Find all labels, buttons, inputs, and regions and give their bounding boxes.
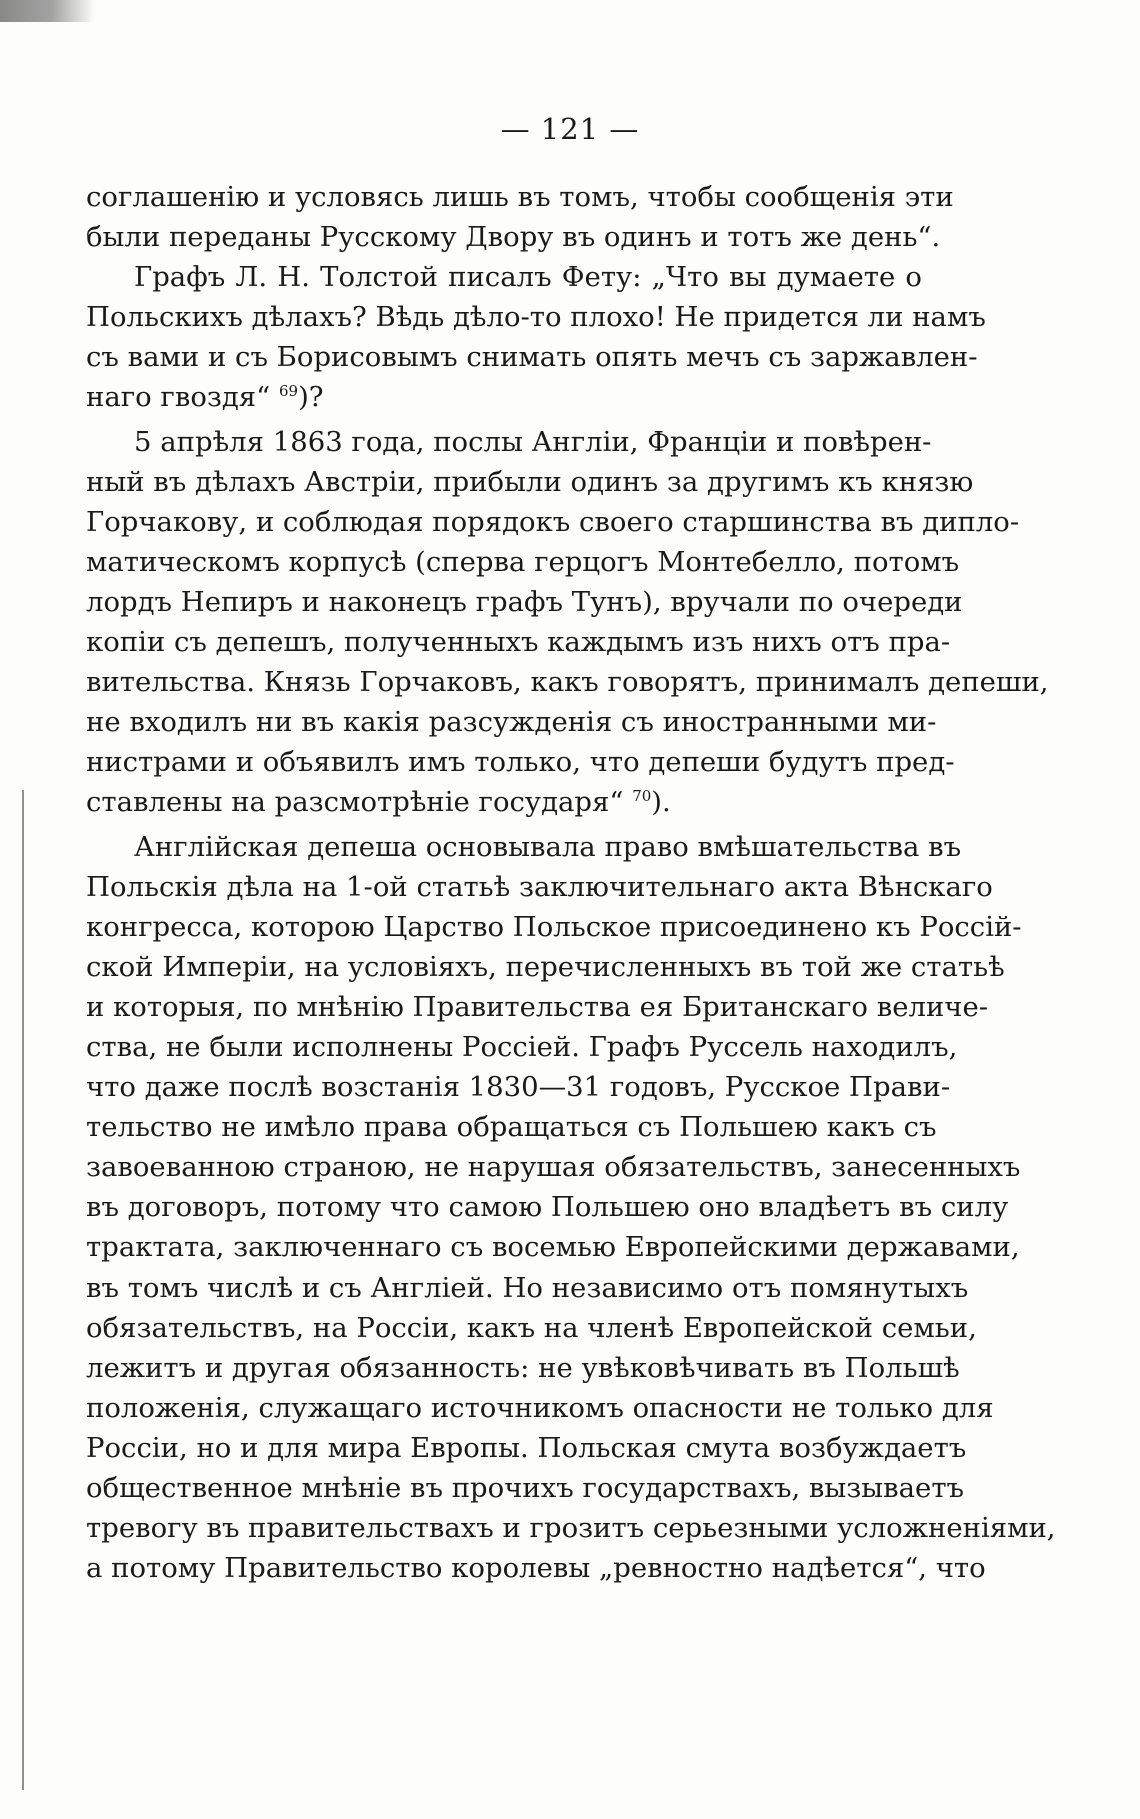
- text-line: Графъ Л. Н. Толстой писалъ Фету: „Что вы думаете о: [134, 261, 922, 294]
- text-line: и которыя, по мнѣнію Правительства ея Британскаго величе-: [86, 990, 989, 1023]
- body-text: [86, 177, 1056, 1588]
- text-line: не входилъ ни въ какія разсужденія съ иностранными ми-: [86, 706, 937, 739]
- text-line: что даже послѣ возстанія 1830—31 годовъ, Русское Прави-: [86, 1071, 951, 1104]
- text-line: копіи съ депешъ, полученныхъ каждымъ изъ нихъ отъ пра-: [86, 626, 951, 659]
- page-number: — 121 —: [500, 112, 640, 146]
- text-line: ской Имперіи, на условіяхъ, перечисленныхъ въ той же статьѣ: [86, 950, 1005, 983]
- text-line: лордъ Непиръ и наконецъ графъ Тунъ), вручали по очереди: [86, 585, 963, 618]
- text-line: съ вами и съ Борисовымъ снимать опять мечъ съ заржавлен-: [86, 341, 978, 374]
- scan-artifact: [0, 0, 95, 22]
- text-line: Россіи, но и для мира Европы. Польская смута возбуждаетъ: [86, 1431, 967, 1464]
- footnote-ref: 70: [632, 787, 652, 806]
- text-line: [86, 782, 922, 822]
- text-line: тельство не имѣло права обращаться съ Польшею какъ съ: [86, 1111, 937, 1144]
- text-line: въ томъ числѣ и съ Англіей. Но независимо отъ помянутыхъ: [86, 1271, 969, 1304]
- text-line: конгресса, которою Царство Польское присоединено къ Россій-: [86, 910, 1022, 943]
- page-edge-line: [22, 790, 24, 1790]
- text-line: ный въ дѣлахъ Австріи, прибыли одинъ за другимъ къ князю: [86, 465, 974, 498]
- text-line: 5 апрѣля 1863 года, послы Англіи, Франціи и повѣрен-: [134, 425, 932, 458]
- text-run: наго гвоздя“: [86, 381, 279, 414]
- text-run: ).: [651, 786, 671, 819]
- text-line: матическомъ корпусѣ (сперва герцогъ Монтебелло, потомъ: [86, 545, 960, 578]
- text-line: ства, не были исполнены Россіей. Графъ Руссель находилъ,: [86, 1030, 958, 1063]
- text-run: ставлены на разсмотрѣніе государя“: [86, 786, 633, 819]
- text-line: обязательствъ, на Россіи, какъ на членѣ Европейской семьи,: [86, 1311, 977, 1344]
- text-run: )?: [298, 381, 324, 414]
- text-line: общественное мнѣніе въ прочихъ государствахъ, вызываетъ: [86, 1472, 965, 1504]
- footnote-ref: 69: [278, 382, 299, 401]
- text-line: Горчакову, и соблюдая порядокъ своего старшинства въ дипло-: [86, 505, 1020, 538]
- text-line: лежитъ и другая обязанность: не увѣковѣчивать въ Польшѣ: [86, 1351, 960, 1384]
- text-line: трактата, заключеннаго съ восемью Европейскими державами,: [86, 1231, 1020, 1264]
- text-line: вительства. Князь Горчаковъ, какъ говорятъ, принималъ депеши,: [86, 666, 1049, 699]
- text-line: завоеванною страною, не нарушая обязательствъ, занесенныхъ: [86, 1151, 1021, 1184]
- text-line: положенія, служащаго источникомъ опасности не только для: [86, 1391, 994, 1424]
- text-line: Польскихъ дѣлахъ? Вѣдь дѣло-то плохо! Не придется ли намъ: [86, 301, 986, 334]
- text-line: соглашенію и условясь лишь въ томъ, чтобы сообщенія эти: [86, 181, 954, 213]
- text-line: были переданы Русскому Двору въ одинъ и тотъ же день“.: [86, 221, 941, 254]
- text-line: Польскія дѣла на 1-ой статьѣ заключительнаго акта Вѣнскаго: [86, 870, 993, 903]
- text-line: тревогу въ правительствахъ и грозитъ серьезными усложненіями,: [86, 1512, 1056, 1545]
- text-line: [86, 377, 922, 417]
- text-line: а потому Правительство королевы „ревностно надѣется“, что: [86, 1552, 986, 1585]
- text-line: нистрами и объявилъ имъ только, что депеши будутъ пред-: [86, 746, 955, 779]
- text-line: въ договоръ, потому что самою Польшею оно владѣетъ въ силу: [86, 1191, 1009, 1224]
- text-line: Англійская депеша основывала право вмѣшательства въ: [134, 830, 962, 863]
